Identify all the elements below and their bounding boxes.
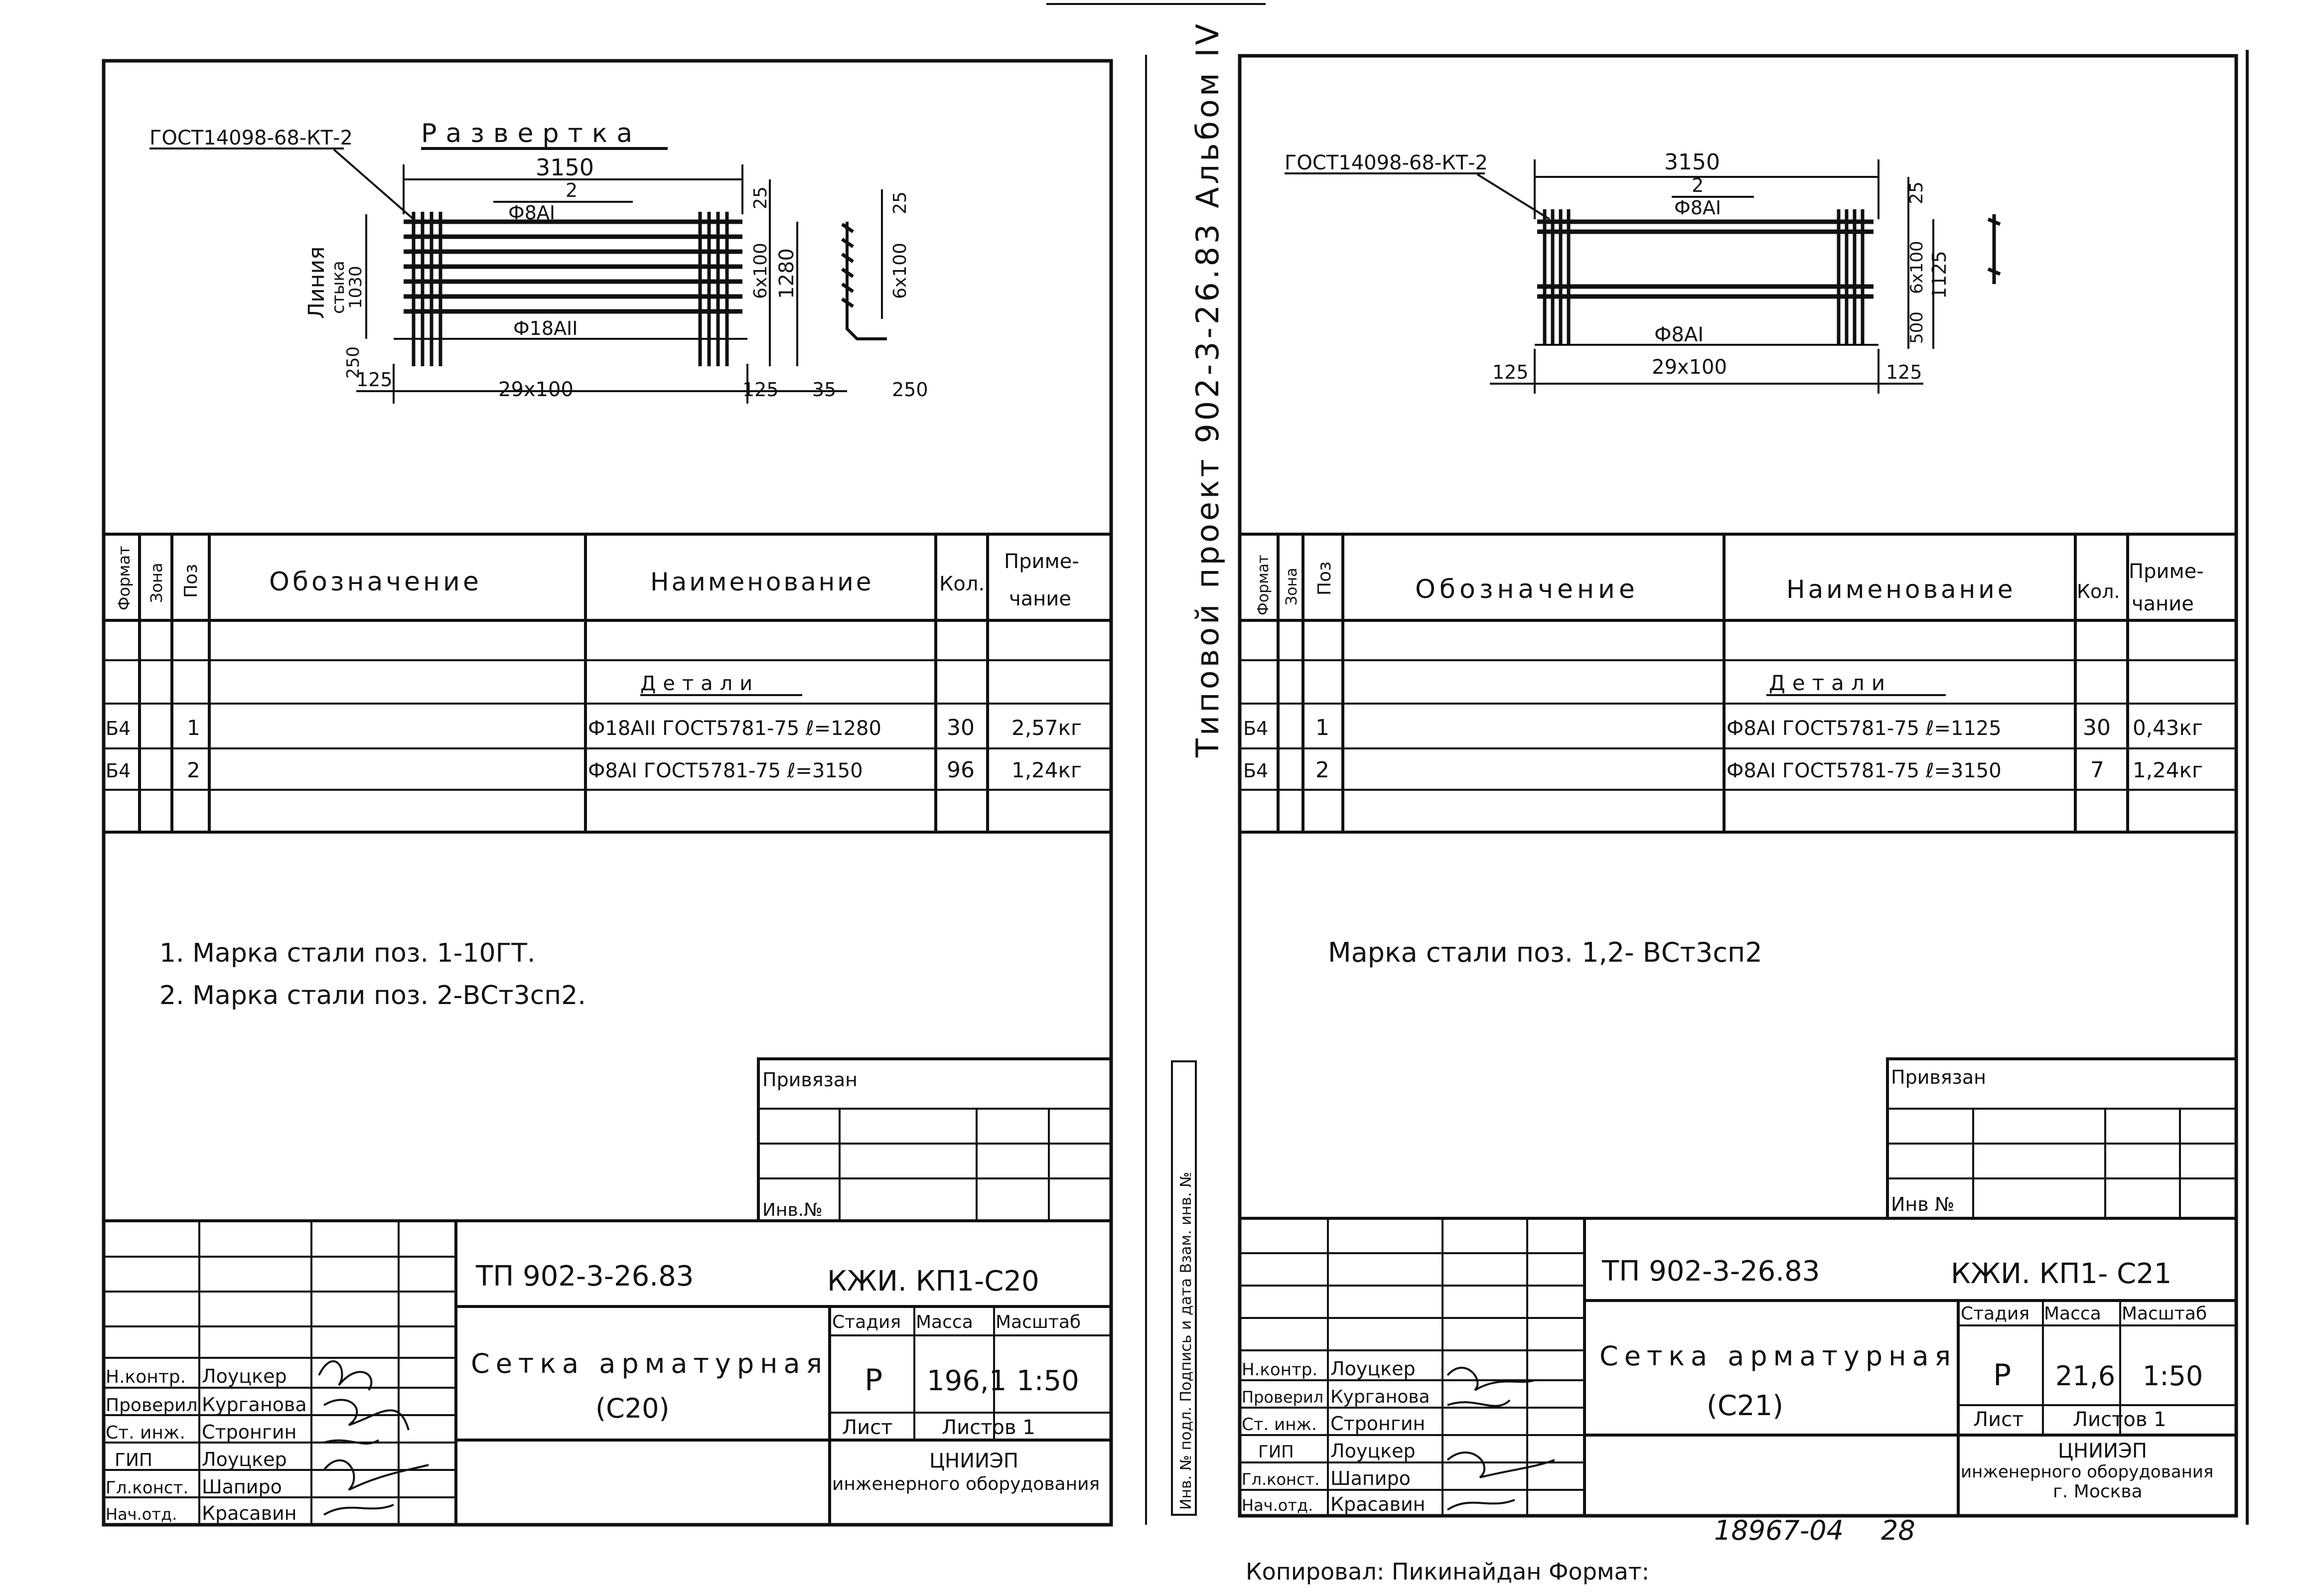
right-title2: (С21)	[1707, 1390, 1784, 1422]
right-sheets-h: Листов 1	[2073, 1408, 2167, 1431]
left-note-1: 1. Марка стали поз. 1-10ГТ.	[159, 938, 536, 968]
left-name-1: Лоуцкер	[202, 1365, 287, 1387]
left-dim-total: 3150	[536, 154, 594, 181]
right-row2-pos: 2	[1315, 757, 1329, 783]
right-side-stamp-text: Инв. № подл. Подпись и дата Взам. инв. №	[1177, 1171, 1195, 1510]
left-row2-format: Б4	[106, 760, 131, 782]
left-sheets-h: Листов 1	[942, 1416, 1035, 1439]
right-privyazan: Привязан	[1891, 1066, 1986, 1088]
left-rod-bottom: Ф18АII	[513, 317, 578, 339]
left-role-1: Н.контр.	[106, 1367, 186, 1387]
right-scale-h: Масштаб	[2122, 1304, 2207, 1324]
right-role-5: Гл.конст.	[1242, 1470, 1320, 1489]
right-org1: ЦНИИЭП	[2058, 1440, 2147, 1462]
right-spec-table	[1240, 534, 2236, 832]
left-scale: 1:50	[1016, 1365, 1079, 1397]
right-th-zone: Зона	[1283, 568, 1300, 605]
right-dim-1125: 1125	[1928, 251, 1950, 299]
right-name-6: Красавин	[1330, 1493, 1426, 1515]
left-title2: (С20)	[595, 1393, 670, 1424]
left-stage-h: Стадия	[832, 1312, 901, 1332]
right-role-3: Ст. инж.	[1242, 1415, 1317, 1435]
right-footer-number: 18967-04	[1714, 1515, 1844, 1546]
right-row2-note: 1,24кг	[2133, 758, 2203, 782]
right-dim-500: 500	[1907, 311, 1927, 344]
left-spec-section: Детали	[640, 672, 760, 695]
right-inv-no: Инв №	[1891, 1193, 1955, 1215]
right-roles	[1242, 1358, 1430, 1515]
left-name-2: Курганова	[202, 1394, 307, 1416]
left-side-line2: стыка	[328, 261, 348, 314]
right-role-4: ГИП	[1258, 1442, 1294, 1462]
left-side-1030: 1030	[346, 266, 366, 309]
right-dim-125b: 125	[1886, 361, 1922, 383]
right-org3: г. Москва	[2053, 1481, 2143, 1502]
left-sheet-h: Лист	[842, 1416, 893, 1439]
left-sheet	[104, 61, 1111, 1525]
signature-mark	[1447, 1368, 1535, 1390]
left-title-block	[104, 1221, 1111, 1525]
right-th-note1: Приме-	[2129, 560, 2204, 583]
left-prof-25: 25	[890, 191, 910, 214]
right-title-block	[1240, 1218, 2236, 1516]
left-mass: 196,1	[927, 1365, 1007, 1397]
left-note-2: 2. Марка стали поз. 2-ВСт3сп2.	[159, 981, 586, 1011]
left-dim-6x100: 6х100	[750, 243, 771, 299]
left-row2-pos: 2	[187, 758, 200, 782]
right-scale: 1:50	[2143, 1360, 2203, 1392]
signature-mark	[1447, 1400, 1510, 1406]
right-row1-format: Б4	[1243, 718, 1269, 739]
left-th-note2: чание	[1009, 587, 1071, 610]
left-name-5: Шапиро	[202, 1476, 282, 1498]
right-sheet-code: КЖИ. КП1- С21	[1951, 1258, 2172, 1290]
signature-mark	[1447, 1500, 1515, 1510]
right-stage: Р	[1993, 1358, 2012, 1393]
right-dim-total: 3150	[1664, 149, 1720, 175]
left-privyazan-block	[758, 1059, 1111, 1221]
right-title1: Сетка арматурная	[1599, 1340, 1957, 1372]
right-sheet	[1172, 21, 2247, 1546]
left-dim-25: 25	[750, 186, 771, 209]
left-doc-code: ТП 902-3-26.83	[476, 1260, 694, 1293]
right-name-2: Курганова	[1330, 1387, 1430, 1407]
left-row2-qty: 96	[947, 757, 975, 783]
left-prof-6x100: 6х100	[890, 243, 910, 299]
left-sheet-code: КЖИ. КП1-С20	[827, 1265, 1039, 1298]
left-dim-125b: 125	[742, 379, 779, 401]
right-rod-top: Ф8АI	[1674, 197, 1722, 219]
right-side-label: Типовой проект 902-3-26.83 Альбом IV	[1189, 20, 1226, 757]
right-mass-h: Масса	[2044, 1304, 2101, 1324]
left-th-zone: Зона	[147, 563, 166, 603]
right-name-4: Лоуцкер	[1330, 1440, 1416, 1462]
right-privyazan-block	[1887, 1059, 2236, 1218]
right-th-name: Наименование	[1786, 575, 2016, 604]
left-th-designation: Обозначение	[269, 567, 482, 597]
left-dim-29x100: 29х100	[498, 378, 574, 401]
right-dim-6x100: 6х100	[1907, 241, 1927, 294]
left-row1-note: 2,57кг	[1011, 716, 1082, 740]
left-org1: ЦНИИЭП	[929, 1450, 1018, 1472]
right-role-1: Н.контр.	[1242, 1360, 1318, 1380]
left-dim-35: 35	[812, 379, 837, 401]
bottom-caption: Копировал: Пикинайдан Формат:	[1246, 1558, 1650, 1585]
left-role-3: Ст. инж.	[106, 1423, 185, 1443]
right-name-3: Стронгин	[1330, 1413, 1426, 1435]
left-title1: Сетка арматурная	[471, 1348, 829, 1379]
right-sheet-h: Лист	[1973, 1408, 2024, 1431]
right-doc-code: ТП 902-3-26.83	[1602, 1255, 1820, 1288]
left-org2: инженерного оборудования	[832, 1474, 1100, 1494]
right-spec-section: Детали	[1769, 671, 1892, 695]
left-dim-250b: 250	[892, 379, 928, 401]
right-org2: инженерного оборудования	[1961, 1462, 2214, 1482]
right-th-designation: Обозначение	[1415, 575, 1639, 604]
left-role-4: ГИП	[115, 1450, 152, 1470]
right-row1-qty: 30	[2083, 715, 2111, 740]
right-rod-bottom: Ф8АI	[1654, 323, 1704, 346]
left-spec-table	[104, 534, 1111, 832]
right-row1-pos: 1	[1315, 715, 1329, 740]
right-th-pos: Поз	[1314, 561, 1335, 595]
left-mesh-profile	[842, 189, 910, 339]
right-row2-qty: 7	[2090, 757, 2104, 783]
left-row1-format: Б4	[106, 718, 131, 739]
right-pos-top: 2	[1692, 174, 1704, 196]
left-horizontal-rods	[404, 222, 742, 311]
right-side-stamp	[1172, 1061, 1196, 1515]
right-horizontal-rods	[1537, 222, 1874, 296]
right-name-5: Шапиро	[1330, 1467, 1411, 1489]
left-row1-pos: 1	[187, 716, 200, 740]
signature-mark	[324, 1505, 394, 1515]
left-role-6: Нач.отд.	[106, 1505, 177, 1524]
right-row2-name: Ф8АI ГОСТ5781-75 ℓ=3150	[1727, 759, 2002, 782]
right-dim-125a: 125	[1492, 361, 1529, 383]
left-row1-qty: 30	[947, 715, 975, 740]
left-rod-top: Ф8АI	[508, 202, 556, 224]
right-footer-page: 28	[1881, 1515, 1915, 1546]
left-th-note1: Приме-	[1004, 550, 1079, 573]
left-roles	[106, 1365, 307, 1524]
right-name-1: Лоуцкер	[1330, 1358, 1416, 1380]
signature-mark	[1447, 1452, 1555, 1477]
right-mesh-drawing	[1285, 149, 2000, 394]
left-stage: Р	[865, 1363, 883, 1398]
left-th-pos: Поз	[181, 564, 201, 598]
right-note-1: Марка стали поз. 1,2- ВСт3сп2	[1328, 937, 1762, 968]
signature-mark	[319, 1361, 371, 1390]
right-role-6: Нач.отд.	[1242, 1496, 1313, 1515]
right-dim-29x100: 29х100	[1652, 356, 1727, 379]
right-mass: 21,6	[2055, 1360, 2116, 1392]
left-th-name: Наименование	[650, 568, 874, 596]
left-row2-name: Ф8АI ГОСТ5781-75 ℓ=3150	[588, 759, 863, 782]
left-mass-h: Масса	[916, 1312, 973, 1332]
right-th-qty: Кол.	[2077, 580, 2120, 602]
left-dim-125a: 125	[356, 369, 393, 391]
left-gost-ref: ГОСТ14098-68-КТ-2	[149, 127, 353, 149]
left-dim-1280: 1280	[775, 248, 798, 299]
right-role-2: Проверил	[1242, 1388, 1324, 1407]
signature-mark	[324, 1460, 429, 1490]
right-row2-format: Б4	[1243, 760, 1269, 782]
right-dim-25: 25	[1906, 181, 1927, 204]
left-th-qty: Кол.	[939, 573, 985, 595]
left-mesh-drawing	[149, 119, 928, 404]
left-inv-no: Инв.№	[762, 1200, 823, 1220]
right-row1-name: Ф8АI ГОСТ5781-75 ℓ=1125	[1727, 717, 2002, 740]
left-role-2: Проверил	[106, 1395, 198, 1416]
right-row1-note: 0,43кг	[2133, 716, 2203, 740]
left-row1-name: Ф18АII ГОСТ5781-75 ℓ=1280	[588, 717, 881, 740]
left-role-5: Гл.конст.	[106, 1478, 189, 1498]
left-row2-note: 1,24кг	[1011, 758, 1082, 782]
left-name-4: Лоуцкер	[202, 1449, 287, 1470]
left-name-6: Красавин	[202, 1502, 297, 1524]
right-th-note2: чание	[2132, 592, 2194, 615]
left-scale-h: Масштаб	[996, 1312, 1081, 1332]
right-th-format: Формат	[1255, 555, 1272, 615]
left-drawing-title: Развертка	[421, 119, 642, 148]
left-name-3: Стронгин	[202, 1421, 297, 1443]
left-th-format: Формат	[115, 546, 134, 610]
left-pos-top: 2	[566, 179, 578, 201]
right-gost-ref: ГОСТ14098-68-КТ-2	[1285, 151, 1488, 174]
left-side-line: Линия	[304, 246, 329, 319]
left-dim-250: 250	[343, 346, 363, 379]
right-frame	[1240, 56, 2236, 1516]
left-privyazan: Привязан	[762, 1069, 858, 1091]
right-stage-h: Стадия	[1961, 1304, 2030, 1324]
